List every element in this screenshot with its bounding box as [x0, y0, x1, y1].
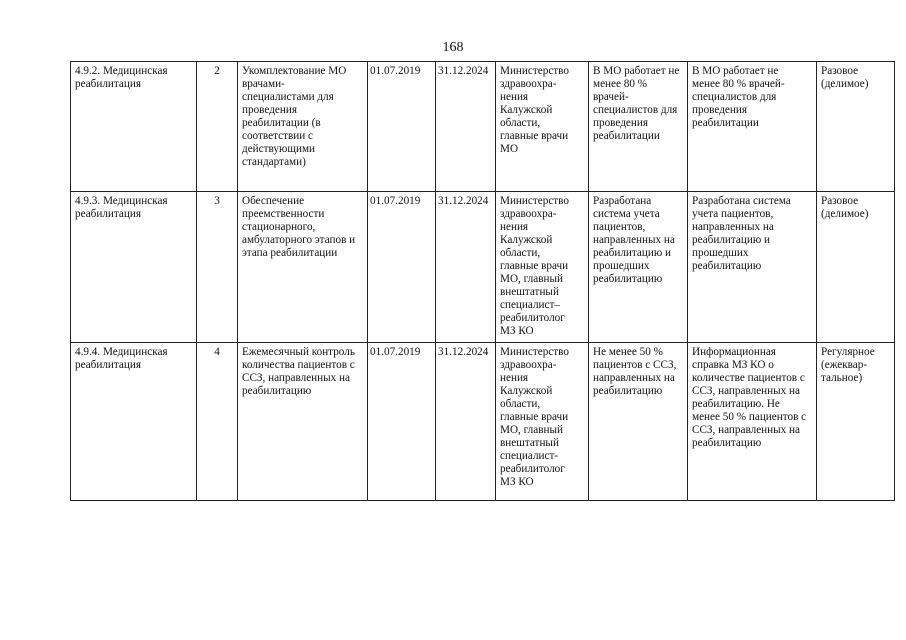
- type-cell: Регулярное (ежеквар- тальное): [817, 343, 895, 501]
- indicator-cell: В МО работает не менее 80 % врачей- специалистов для проведения реабилитации: [589, 62, 688, 192]
- page-number: 168: [442, 40, 464, 55]
- result-cell: Разработана система учета пациентов, направленных на реабилитацию и прошедших реабилитацию: [688, 192, 817, 343]
- indicator-cell: Не менее 50 % пациентов с ССЗ, направленных на реабилитацию: [589, 343, 688, 501]
- number-cell: 2: [197, 62, 238, 192]
- start-date-cell: 01.07.2019: [368, 62, 436, 192]
- result-cell: Информационная справка МЗ КО о количестве пациентов с ССЗ, направленных на реабилитацию. Не менее 50 % пациентов с ССЗ, направленных на реабилитацию: [688, 343, 817, 501]
- measures-table: [70, 61, 895, 501]
- type-cell: Разовое (делимое): [817, 62, 895, 192]
- responsible-cell: Министерство здравоохра- нения Калужской области, главные врачи МО: [496, 62, 589, 192]
- table-row: [71, 343, 895, 501]
- section-cell: 4.9.4. Медицинская реабилитация: [71, 343, 197, 501]
- start-date-cell: 01.07.2019: [368, 343, 436, 501]
- event-cell: Ежемесячный контроль количества пациентов с ССЗ, направленных на реабилитацию: [238, 343, 368, 501]
- section-cell: 4.9.3. Медицинская реабилитация: [71, 192, 197, 343]
- table-row: [71, 62, 895, 192]
- number-cell: 4: [197, 343, 238, 501]
- end-date-cell: 31.12.2024: [436, 62, 496, 192]
- result-cell: В МО работает не менее 80 % врачей- специалистов для проведения реабилитации: [688, 62, 817, 192]
- start-date-cell: 01.07.2019: [368, 192, 436, 343]
- end-date-cell: 31.12.2024: [436, 343, 496, 501]
- event-cell: Обеспечение преемственности стационарного, амбулаторного этапов и этапа реабилитации: [238, 192, 368, 343]
- responsible-cell: Министерство здравоохра- нения Калужской области, главные врачи МО, главный внештатный специалист– реабилитолог МЗ КО: [496, 192, 589, 343]
- end-date-cell: 31.12.2024: [436, 192, 496, 343]
- type-cell: Разовое (делимое): [817, 192, 895, 343]
- table-row: [71, 192, 895, 343]
- indicator-cell: Разработана система учета пациентов, направленных на реабилитацию и прошедших реабилитацию: [589, 192, 688, 343]
- section-cell: 4.9.2. Медицинская реабилитация: [71, 62, 197, 192]
- responsible-cell: Министерство здравоохра- нения Калужской области, главные врачи МО, главный внештатный специалист- реабилитолог МЗ КО: [496, 343, 589, 501]
- event-cell: Укомплектование МО врачами- специалистами для проведения реабилитации (в соответствии с действующими стандартами): [238, 62, 368, 192]
- number-cell: 3: [197, 192, 238, 343]
